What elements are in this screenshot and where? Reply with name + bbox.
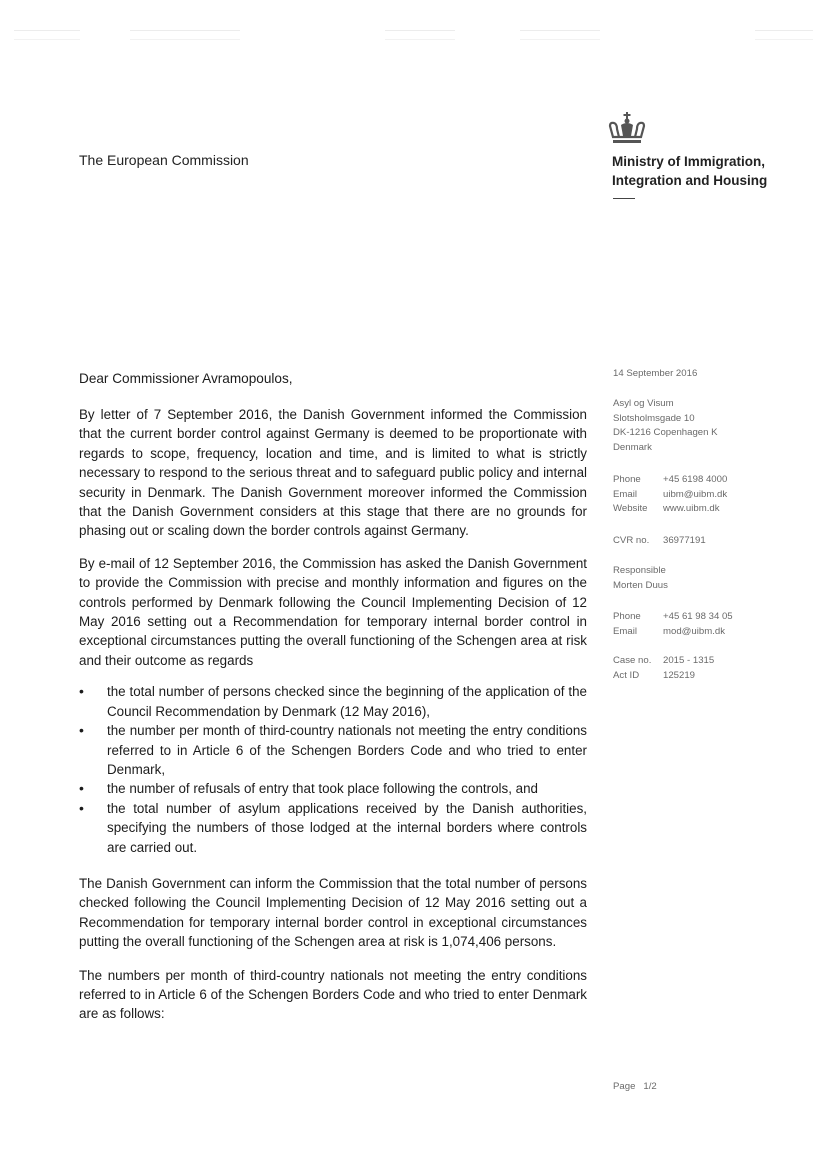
scan-artifact-header [130,30,240,40]
salutation: Dear Commissioner Avramopoulos, [79,371,293,386]
scan-artifact-header [14,30,80,40]
paragraph: The Danish Government can inform the Commission that the total number of persons checked following the Council Implementing Decision of 12 May 2016 setting out a Recommendation for temporary internal border control in exceptional circumstances putting the overall functioning of the Schengen area at risk is 1,074,406 persons. [79,875,587,950]
cvr-number [613,534,706,549]
cvr-value: 36977191 [663,535,706,546]
case-info [613,654,714,683]
contact-label: Email [613,625,637,637]
ministry-contact [613,473,727,517]
scan-artifact-header [520,30,600,40]
paragraph: By e-mail of 12 September 2016, the Commission has asked the Danish Government to provide the Commission with precise and monthly information and figures on the controls performed by Denmark following the Council Implementing Decision of 12 May 2016 setting out a Recommendation for temporary internal border control in exceptional circumstances putting the overall functioning of the Schengen area at risk and their outcome as regards [79,555,587,668]
bullet-item: • the total number of asylum applications received by the Danish authorities, specifying the numbers of those lodged at the internal borders where controls are carried out. [79,799,587,857]
contact-label: Phone [613,474,641,485]
responsible-name: Morten Duus [613,579,668,591]
act-id-label: Act ID [613,669,640,681]
divider [613,198,635,199]
email-value: mod@uibm.dk [663,625,725,637]
email-value: uibm@uibm.dk [663,488,728,500]
page-number [613,1081,657,1092]
bullet-item: • the total number of persons checked since the beginning of the application of the Council Recommendation by Denmark (12 May 2016), [79,682,587,721]
cvr-label: CVR no. [613,535,650,546]
address-line: Slotsholmsgade 10 [613,412,695,424]
ministry-name-line1: Ministry of Immigration, [612,154,766,169]
contact-label: Website [613,503,648,515]
ministry-name-line2: Integration and Housing [612,173,768,188]
letter-date: 14 September 2016 [613,368,698,379]
phone-value: +45 61 98 34 05 [663,611,733,622]
page-label: Page [613,1081,636,1092]
contact-label: Phone [613,611,641,622]
recipient: The European Commission [79,152,249,168]
paragraph: The numbers per month of third-country nationals not meeting the entry conditions referred to in Article 6 of the Schengen Borders Code and who tried to enter Denmark are as follows: [79,967,587,1022]
letter-body [79,405,587,1037]
case-value: 2015 - 1315 [663,655,715,666]
scan-artifact-header [755,30,813,40]
royal-crown-icon [607,112,647,146]
bullet-item: • the number of refusals of entry that took place following the controls, and [79,779,587,798]
responsible-contact [613,610,733,639]
act-id-value: 125219 [663,669,696,681]
responsible-label: Responsible [613,565,666,576]
responsible [613,564,668,593]
page-value: 1/2 [643,1081,657,1092]
ministry-name [612,152,767,190]
bullet-list [79,682,587,857]
bullet-item: • the number per month of third-country nationals not meeting the entry conditions referred to in Article 6 of the Schengen Borders Code and who tried to enter Denmark, [79,721,587,779]
contact-label: Email [613,488,637,500]
address-line: Asyl og Visum [613,398,674,409]
sender-address [613,397,718,455]
address-line: Denmark [613,441,652,453]
case-label: Case no. [613,655,652,666]
address-line: DK-1216 Copenhagen K [613,427,718,439]
phone-value: +45 6198 4000 [663,474,728,485]
paragraph: By letter of 7 September 2016, the Danish Government informed the Commission that the current border control against Germany is deemed to be proportionate with regards to scope, frequency, location and time, and is limited to what is strictly necessary to respond to the serious threat and to safeguard public policy and internal security in Denmark. The Danish Government moreover informed the Commission that the Danish Government considers at this stage that there are no grounds for phasing out or scaling down the border controls against Germany. [79,407,587,539]
website-value: www.uibm.dk [663,503,720,515]
scan-artifact-header [385,30,455,40]
